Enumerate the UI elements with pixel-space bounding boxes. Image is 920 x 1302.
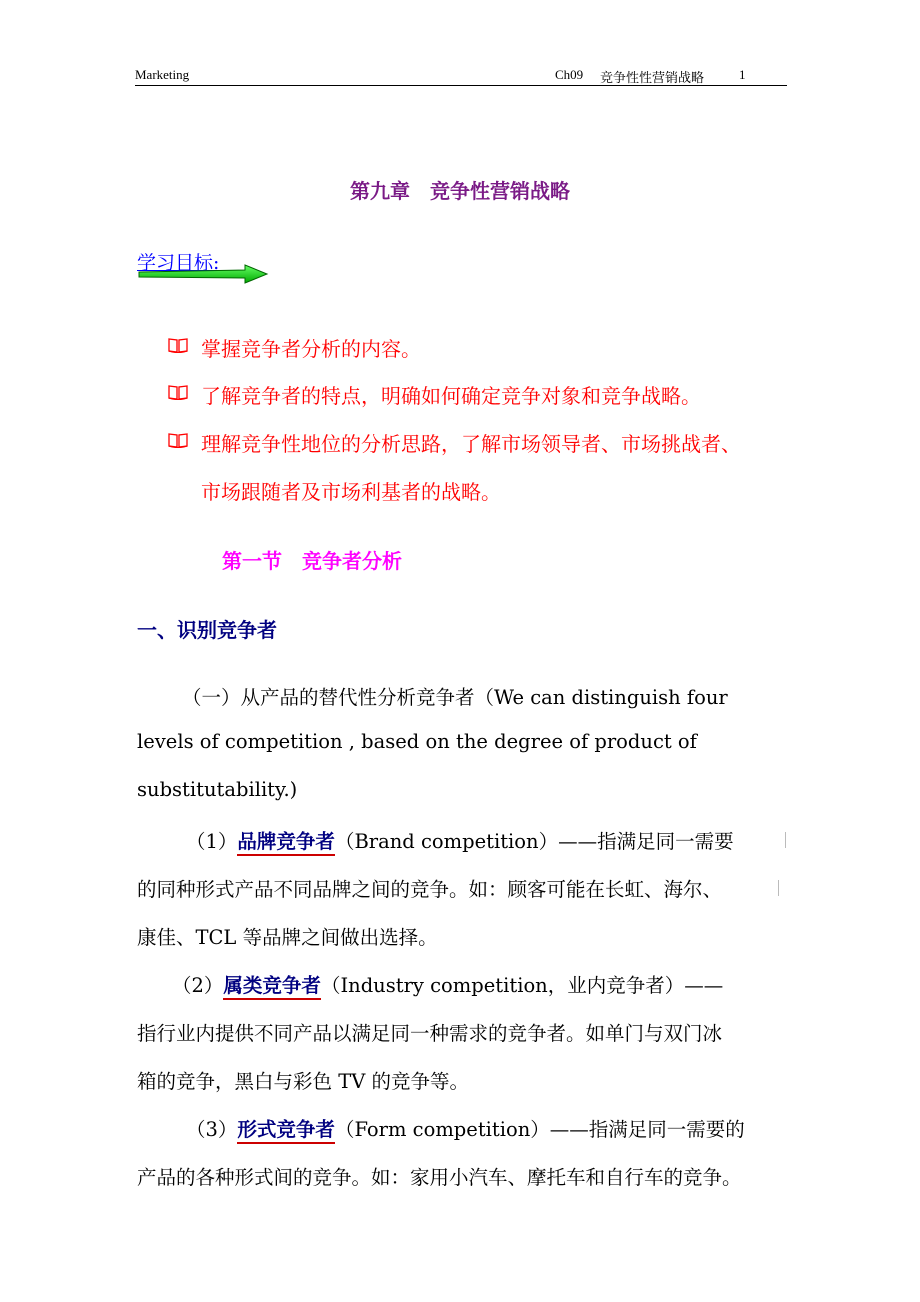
header-page-number: 1: [739, 67, 746, 82]
intro-line-3: substitutability.): [137, 778, 298, 801]
item1-line-1: [186, 826, 734, 854]
book-icon: [168, 432, 188, 448]
arrow-icon: [137, 264, 269, 284]
intro-line-2: levels of competition , based on the degree of product of: [137, 730, 697, 753]
item2-line-2: 指行业内提供不同产品以满足同一种需求的竞争者。如单门与双门冰: [137, 1022, 723, 1045]
item-number: （3）: [186, 1118, 238, 1141]
item-definition: （Industry competition，业内竞争者）——: [320, 974, 724, 997]
objectives-heading[interactable]: 学习目标:: [137, 252, 220, 274]
item1-line-3: 康佳、TCL 等品牌之间做出选择。: [137, 926, 438, 949]
item-definition: （Form competition）——指满足同一需要的: [334, 1118, 745, 1141]
item2-line-1: [172, 970, 723, 998]
item-number: （1）: [186, 830, 238, 853]
objective-text: 掌握竞争者分析的内容。: [201, 337, 421, 361]
term-brand-competitor[interactable]: 品牌竞争者: [237, 830, 335, 856]
item3-line-2: 产品的各种形式间的竞争。如：家用小汽车、摩托车和自行车的竞争。: [137, 1166, 742, 1189]
objective-text: 理解竞争性地位的分析思路，了解市场领导者、市场挑战者、: [201, 432, 741, 456]
header-left: Marketing: [135, 67, 190, 82]
section-title: 第一节 竞争者分析: [222, 549, 402, 573]
header-rule: [135, 85, 787, 86]
margin-mark: [778, 880, 779, 896]
intro-line-1: （一）从产品的替代性分析竞争者（We can distinguish four: [182, 686, 728, 709]
header-chapter-title: 竞争性性营销战略: [600, 70, 705, 85]
item3-line-1: [186, 1114, 745, 1142]
book-icon: [168, 337, 188, 353]
book-icon: [168, 384, 188, 400]
term-industry-competitor[interactable]: 属类竞争者: [223, 974, 321, 1000]
chapter-title: 第九章 竞争性营销战略: [350, 179, 570, 203]
header-chapter-code: Ch09: [555, 67, 584, 82]
objective-text: 市场跟随者及市场利基者的战略。: [201, 480, 501, 504]
heading-identify-competitors: 一、识别竞争者: [137, 618, 277, 642]
item-number: （2）: [172, 974, 224, 997]
item1-line-2: 的同种形式产品不同品牌之间的竞争。如：顾客可能在长虹、海尔、: [137, 878, 723, 901]
term-form-competitor[interactable]: 形式竞争者: [237, 1118, 335, 1144]
objective-text: 了解竞争者的特点，明确如何确定竞争对象和竞争战略。: [201, 384, 701, 408]
margin-mark: [785, 832, 786, 848]
item-definition: （Brand competition）——指满足同一需要: [334, 830, 734, 853]
item2-line-3: 箱的竞争，黑白与彩色 TV 的竞争等。: [137, 1070, 469, 1093]
